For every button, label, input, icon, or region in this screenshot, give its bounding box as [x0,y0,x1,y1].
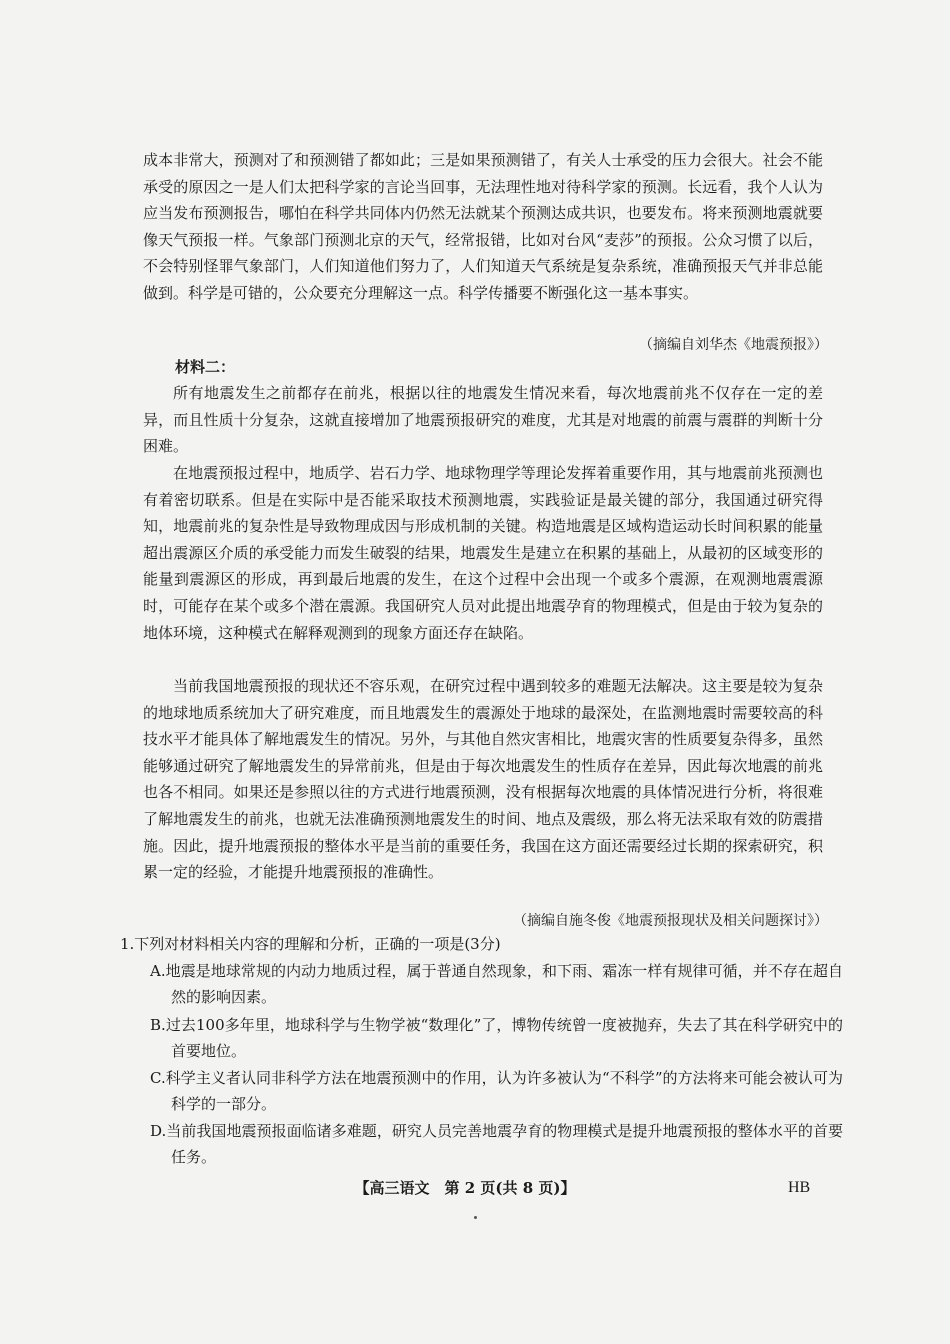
question-1-option-a: A.地震是地球常规的内动力地质过程，属于普通自然现象，和下雨、霜冻一样有规律可循，并不存在超自然的影响因素。 [150,962,843,1006]
continued-paragraph: 成本非常大，预测对了和预测错了都如此；三是如果预测错了，有关人士承受的压力会很大。社会不能承受的原因之一是人们太把科学家的言论当回事，无法理性地对待科学家的预测。长远看，我个人认为应当发布预测报告，哪怕在科学共同体内仍然无法就某个预测达成共识，也要发布。将来预测地震就要像天气预报一样。气象部门预测北京的天气，经常报错，比如对台风“麦莎”的预报。公众习惯了以后，不会特别怪罪气象部门，人们知道他们努力了，人们知道天气系统是复杂系统，准确预报天气并非总能做到。科学是可错的，公众要充分理解这一点。科学传播要不断强化这一基本事实。 [143,151,823,302]
question-1-option-c: C.科学主义者认同非科学方法在地震预测中的作用，认为许多被认为“不科学”的方法将来可能会被认可为科学的一部分。 [150,1069,843,1113]
material-2-paragraph-3: 当前我国地震预报的现状还不容乐观，在研究过程中遇到较多的难题无法解决。这主要是较为复杂的地球地质系统加大了研究难度，而且地震发生的震源处于地球的最深处，在监测地震时需要较高的科技水平才能具体了解地震发生的情况。另外，与其他自然灾害相比，地震灾害的性质要复杂得多，虽然能够通过研究了解地震发生的异常前兆，但是由于每次地震发生的性质存在差异，因此每次地震的前兆也各不相同。如果还是参照以往的方式进行地震预测，没有根据每次地震的具体情况进行分析，将很难了解地震发生的前兆，也就无法准确预测地震发生的时间、地点及震级，那么将无法采取有效的防震措施。因此，提升地震预报的整体水平是当前的重要任务，我国在这方面还需要经过长期的探索研究，积累一定的经验，才能提升地震预报的准确性。 [143,677,823,882]
material-2-paragraph-1: 所有地震发生之前都存在前兆，根据以往的地震发生情况来看，每次地震前兆不仅存在一定的差异，而且性质十分复杂，这就直接增加了地震预报研究的难度，尤其是对地震的前震与震群的判断十分困难。 [143,384,823,456]
scan-speck [474,1216,477,1219]
question-1-option-d: D.当前我国地震预报面临诸多难题，研究人员完善地震孕育的物理模式是提升地震预报的整体水平的首要任务。 [150,1122,843,1166]
source-citation-2: （摘编自施冬俊《地震预报现状及相关问题探讨》） [513,913,828,929]
question-1-option-b: B.过去100多年里，地球科学与生物学被“数理化”了，博物传统曾一度被抛弃，失去了其在科学研究中的首要地位。 [150,1016,843,1060]
question-1-stem: 1.下列对材料相关内容的理解和分析，正确的一项是(3分) [120,935,501,953]
footer-page-info: 【高三语文 第 2 页(共 8 页)】 [354,1179,576,1197]
source-citation-1: （摘编自刘华杰《地震预报》） [639,337,828,353]
footer-code: HB [788,1179,811,1196]
material-2-paragraph-2: 在地震预报过程中，地质学、岩石力学、地球物理学等理论发挥着重要作用，其与地震前兆预测也有着密切联系。但是在实际中是否能采取技术预测地震，实践验证是最关键的部分，我国通过研究得知，地震前兆的复杂性是导致物理成因与形成机制的关键。构造地震是区域构造运动长时间积累的能量超出震源区介质的承受能力而发生破裂的结果，地震发生是建立在积累的基础上，从最初的区域变形的能量到震源区的形成，再到最后地震的发生，在这个过程中会出现一个或多个震源，在观测地震震源时，可能存在某个或多个潜在震源。我国研究人员对此提出地震孕育的物理模式，但是由于较为复杂的地体环境，这种模式在解释观测到的现象方面还存在缺陷。 [143,464,823,642]
material-2-heading: 材料二： [175,358,236,376]
